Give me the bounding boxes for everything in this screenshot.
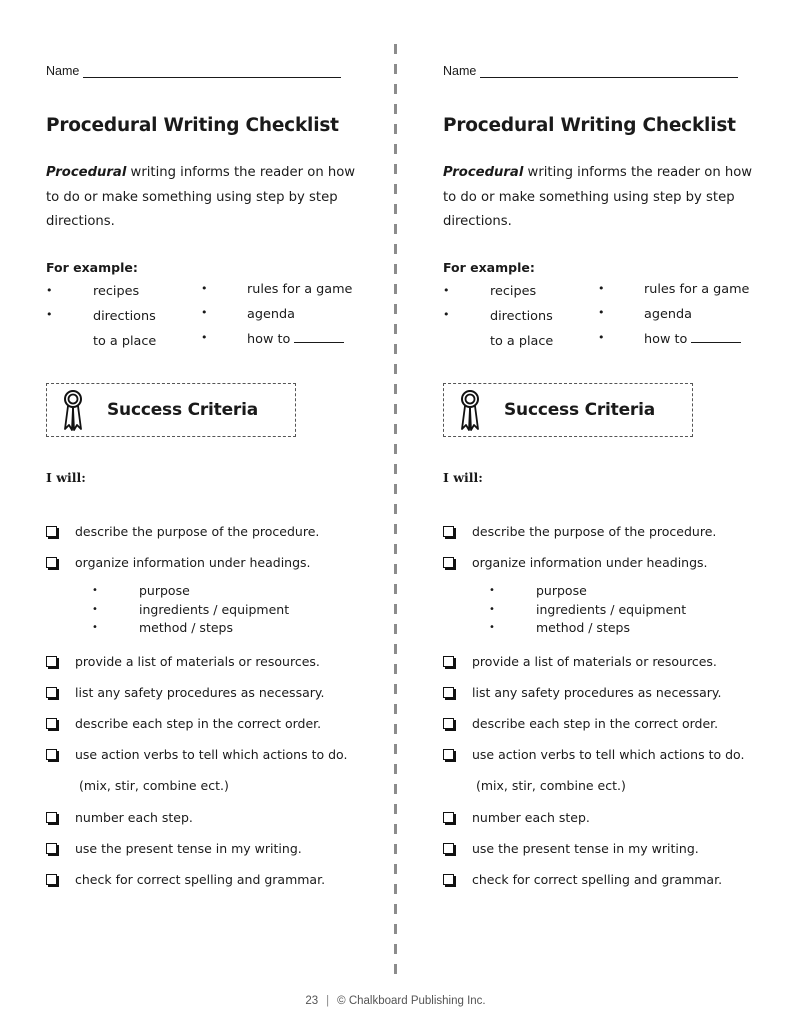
checkbox[interactable] xyxy=(443,687,454,698)
checkbox[interactable] xyxy=(46,749,57,760)
checklist-text: number each step. xyxy=(472,810,590,825)
example-item: directions xyxy=(490,309,553,324)
bullet-icon: • xyxy=(46,308,53,321)
name-label: Name xyxy=(46,64,80,78)
checklist-text: list any safety procedures as necessary. xyxy=(472,685,722,700)
bullet-icon: • xyxy=(92,585,98,596)
bullet-icon: • xyxy=(92,603,98,615)
checklist-item xyxy=(443,810,590,825)
checklist-text: provide a list of materials or resources. xyxy=(472,654,717,669)
intro-emphasis: Procedural xyxy=(46,165,127,180)
checkbox[interactable] xyxy=(443,843,454,854)
checkbox[interactable] xyxy=(443,557,454,568)
bullet-icon: • xyxy=(201,331,208,344)
success-criteria-box xyxy=(46,383,296,437)
example-item: how to xyxy=(644,332,688,347)
checklist-text: use the present tense in my writing. xyxy=(75,841,302,856)
checklist-item xyxy=(46,872,325,887)
bullet-icon: • xyxy=(598,331,605,344)
checklist-item xyxy=(443,841,699,856)
checklist-item xyxy=(46,555,311,570)
action-verbs-note: (mix, stir, combine ect.) xyxy=(476,778,626,793)
checklist-item xyxy=(46,654,320,669)
blank-line[interactable] xyxy=(294,332,344,343)
checklist-text: describe each step in the correct order. xyxy=(75,716,322,731)
checklist-item xyxy=(443,524,716,539)
bullet-icon: • xyxy=(201,306,208,319)
checklist-item xyxy=(443,747,744,762)
checklist-text: use action verbs to tell which actions to do. xyxy=(75,747,348,762)
bullet-icon: • xyxy=(489,603,495,615)
checkbox[interactable] xyxy=(46,557,57,568)
checklist-item xyxy=(443,654,717,669)
name-field[interactable] xyxy=(480,65,738,78)
example-item: agenda xyxy=(644,307,692,322)
checklist-text: provide a list of materials or resources. xyxy=(75,654,320,669)
intro-text: writing informs the reader on how to do or make something using step by step directions. xyxy=(443,165,753,229)
example-item: rules for a game xyxy=(644,282,750,297)
success-criteria-title: Success Criteria xyxy=(107,400,259,420)
i-will-label: I will: xyxy=(46,470,86,485)
checklist-text: number each step. xyxy=(75,810,193,825)
checklist-item xyxy=(46,524,319,539)
ribbon-award-icon xyxy=(459,389,481,433)
page-footer xyxy=(0,995,791,1007)
checklist-text: describe each step in the correct order. xyxy=(472,716,719,731)
intro-paragraph xyxy=(46,161,366,235)
intro-text: writing informs the reader on how to do or make something using step by step directions. xyxy=(46,165,356,229)
intro-paragraph xyxy=(443,161,763,235)
checklist-text: describe the purpose of the procedure. xyxy=(472,524,717,539)
checklist-text: use the present tense in my writing. xyxy=(472,841,699,856)
checkbox[interactable] xyxy=(443,718,454,729)
checkbox[interactable] xyxy=(443,656,454,667)
checklist-item xyxy=(443,555,708,570)
checklist-text: organize information under headings. xyxy=(75,555,311,570)
ribbon-award-icon xyxy=(62,389,84,433)
bullet-icon: • xyxy=(92,622,98,633)
checkbox[interactable] xyxy=(46,687,57,698)
bullet-icon: • xyxy=(489,585,495,596)
bullet-icon: • xyxy=(598,306,605,319)
copyright: © Chalkboard Publishing Inc. xyxy=(337,995,486,1007)
checkbox[interactable] xyxy=(443,749,454,760)
example-item: to a place xyxy=(93,334,157,349)
checkbox[interactable] xyxy=(46,718,57,729)
success-criteria-title: Success Criteria xyxy=(504,400,656,420)
checklist-text: list any safety procedures as necessary. xyxy=(75,685,325,700)
checkbox[interactable] xyxy=(46,656,57,667)
example-item: agenda xyxy=(247,307,295,322)
name-row xyxy=(46,64,341,78)
example-item: how to xyxy=(247,332,291,347)
checkbox[interactable] xyxy=(443,526,454,537)
example-item: recipes xyxy=(490,284,537,299)
checklist-text: describe the purpose of the procedure. xyxy=(75,524,320,539)
name-field[interactable] xyxy=(83,65,341,78)
checklist-text: check for correct spelling and grammar. xyxy=(75,872,326,887)
checklist-text: use action verbs to tell which actions to do. xyxy=(472,747,745,762)
checklist-item xyxy=(443,716,718,731)
checklist-text: check for correct spelling and grammar. xyxy=(472,872,723,887)
checklist-text: organize information under headings. xyxy=(472,555,708,570)
bullet-icon: • xyxy=(443,284,450,297)
bullet-icon: • xyxy=(443,308,450,321)
example-item-how-to xyxy=(644,332,741,347)
checklist-item xyxy=(46,747,347,762)
bullet-icon: • xyxy=(489,622,495,633)
examples-label: For example: xyxy=(46,260,138,275)
example-item-how-to xyxy=(247,332,344,347)
action-verbs-note: (mix, stir, combine ect.) xyxy=(79,778,229,793)
checkbox[interactable] xyxy=(46,812,57,823)
checklist-item xyxy=(46,716,321,731)
checklist-item xyxy=(46,841,302,856)
checklist-item xyxy=(443,872,722,887)
example-item: directions xyxy=(93,309,156,324)
checkbox[interactable] xyxy=(443,812,454,823)
page-title: Procedural Writing Checklist xyxy=(46,115,339,136)
blank-line[interactable] xyxy=(691,332,741,343)
checkbox[interactable] xyxy=(46,874,57,885)
success-criteria-box xyxy=(443,383,693,437)
page-number: 23 xyxy=(305,995,319,1007)
intro-emphasis: Procedural xyxy=(443,165,524,180)
name-label: Name xyxy=(443,64,477,78)
i-will-label: I will: xyxy=(443,470,483,485)
bullet-icon: • xyxy=(201,282,208,295)
footer-separator: | xyxy=(326,995,330,1007)
name-row xyxy=(443,64,738,78)
bullet-icon: • xyxy=(598,282,605,295)
example-item: to a place xyxy=(490,334,554,349)
bullet-icon: • xyxy=(46,284,53,297)
cut-line-divider xyxy=(394,44,397,980)
checklist-item xyxy=(46,685,324,700)
checkbox[interactable] xyxy=(443,874,454,885)
checklist-item xyxy=(443,685,721,700)
checklist-item xyxy=(46,810,193,825)
page-title: Procedural Writing Checklist xyxy=(443,115,736,136)
checkbox[interactable] xyxy=(46,526,57,537)
example-item: recipes xyxy=(93,284,140,299)
examples-label: For example: xyxy=(443,260,535,275)
example-item: rules for a game xyxy=(247,282,353,297)
checkbox[interactable] xyxy=(46,843,57,854)
